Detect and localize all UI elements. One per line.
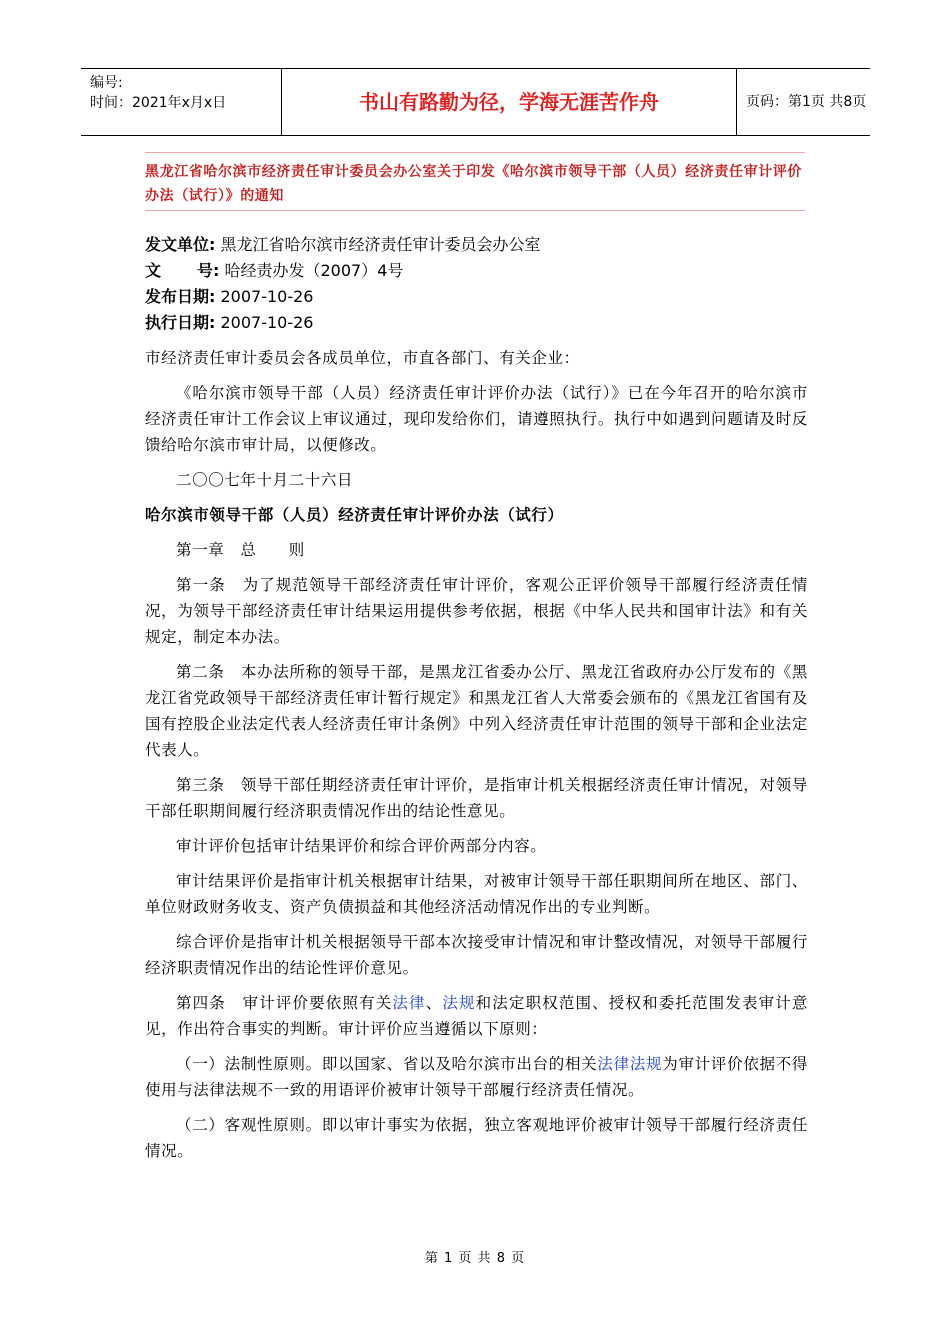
docno-label-a: 文 [145,261,162,280]
page-footer: 第 1 页 共 8 页 [424,1251,526,1266]
principle-1-text-b: 为审计评价依据不得使用与法律法规不一致的用语评价被审计领导干部履行经济责任情况。 [145,1055,809,1099]
document-meta [145,232,805,336]
paragraph-result-evaluation: 审计结果评价是指审计机关根据审计结果，对被审计领导干部任职期间所在地区、部门、单位财政财务收支、资产负债损益和其他经济活动情况作出的专业判断。 [145,872,808,916]
notice-title: 黑龙江省哈尔滨市经济责任审计委员会办公室关于印发《哈尔滨市领导干部（人员）经济责任审计评价办法（试行）》的通知 [145,164,802,204]
principle-1 [145,1051,808,1103]
publish-date-row [145,284,805,310]
article-4-text-a: 第四条 审计评价要依照有关 [176,994,393,1012]
principle-1-text-a: （一）法制性原则。即以国家、省以及哈尔滨市出台的相关 [176,1055,598,1073]
header-motto: 书山有路勤为径，学海无涯苦作舟 [282,69,737,135]
document-number-label: 编号: [90,75,123,91]
title-bottom-rule [145,210,805,211]
article-1: 第一条 为了规范领导干部经济责任审计评价，客观公正评价领导干部履行经济责任情况，为领导干部经济责任审计结果运用提供参考依据，根据《中华人民共和国审计法》和有关规定，制定本办法。 [145,576,808,646]
document-body [145,345,808,1173]
issue-date: 二〇〇七年十月二十六日 [176,471,354,489]
document-header-table [81,68,870,136]
salutation: 市经济责任审计委员会各成员单位，市直各部门、有关企业： [145,349,580,367]
docno-label-b: 号: [197,261,220,280]
article-2: 第二条 本办法所称的领导干部，是黑龙江省委办公厅、黑龙江省政府办公厅发布的《黑龙江省党政领导干部经济责任审计暂行规定》和黑龙江省人大常委会颁布的《黑龙江省国有及国有控股企业法定代表人经济责任审计条例》中列入经济责任审计范围的领导干部和企业法定代表人。 [145,663,808,759]
issuer-label: 发文单位: [145,235,216,254]
exec-date-label: 执行日期: [145,313,216,332]
issuer-row [145,232,805,258]
measure-title: 哈尔滨市领导干部（人员）经济责任审计评价办法（试行） [145,506,564,524]
article-4-text-b: 、 [425,994,443,1012]
paragraph-intro: 《哈尔滨市领导干部（人员）经济责任审计评价办法（试行）》已在今年召开的哈尔滨市经济责任审计工作会议上审议通过，现印发给你们，请遵照执行。执行中如遇到问题请及时反馈给哈尔滨市审计局，以便修改。 [145,384,808,454]
header-info-cell [81,69,282,135]
docno-row [145,258,805,284]
publish-date-label: 发布日期: [145,287,216,306]
title-top-rule [145,152,805,153]
article-4-text-c: 和法定职权范围、授权和委托范围发表审计意见，作出符合事实的判断。审计评价应当遵循以下原则： [145,994,808,1038]
laws-and-regulations-link[interactable]: 法律法规 [597,1055,663,1073]
regulation-link[interactable]: 法规 [442,994,476,1012]
exec-date-value: 2007-10-26 [220,313,314,332]
paragraph-evaluation-parts: 审计评价包括审计结果评价和综合评价两部分内容。 [176,837,547,855]
article-3: 第三条 领导干部任期经济责任审计评价，是指审计机关根据经济责任审计情况，对领导干部任职期间履行经济职责情况作出的结论性意见。 [145,776,808,820]
principle-2: （二）客观性原则。即以审计事实为依据，独立客观地评价被审计领导干部履行经济责任情况。 [145,1116,808,1160]
law-link[interactable]: 法律 [392,994,426,1012]
publish-date-value: 2007-10-26 [220,287,314,306]
document-time-label: 时间：2021年x月x日 [90,95,227,111]
issuer-value: 黑龙江省哈尔滨市经济责任审计委员会办公室 [220,235,541,254]
article-4 [145,990,808,1042]
chapter-heading: 第一章 总 则 [176,541,305,559]
paragraph-comprehensive-evaluation: 综合评价是指审计机关根据领导干部本次接受审计情况和审计整改情况，对领导干部履行经济职责情况作出的结论性评价意见。 [145,933,808,977]
header-page-label: 页码：第1页 共8页 [746,94,867,110]
exec-date-row [145,310,805,336]
docno-value: 哈经责办发（2007）4号 [224,261,404,280]
